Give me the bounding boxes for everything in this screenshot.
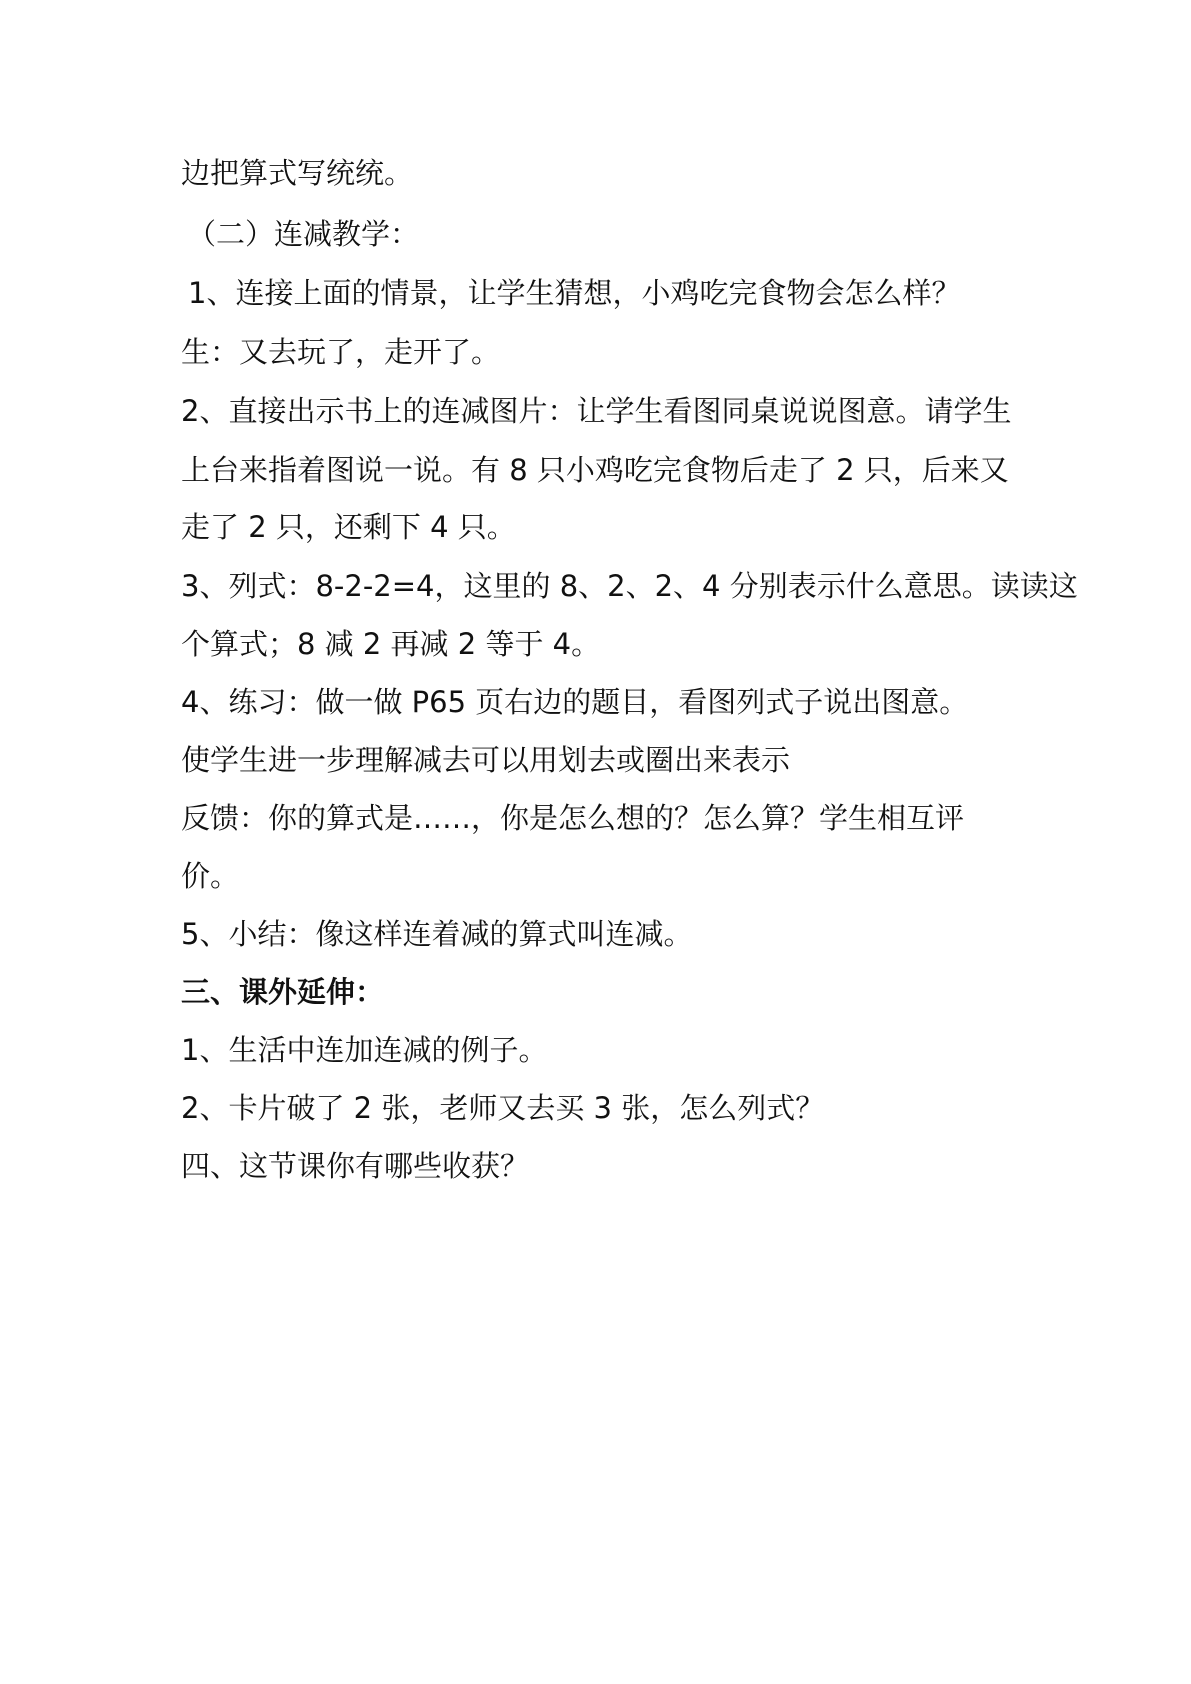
section-heading-reflection: 四、这节课你有哪些收获？ [181,1149,530,1183]
text-line-14: 5、小结：像这样连着减的算式叫连减。 [181,917,693,951]
text-line-5: 2、直接出示书上的连减图片：让学生看图同桌说说图意。请学生 [181,394,1012,428]
text-line-13: 价。 [181,859,240,893]
text-line-16: 1、生活中连加连减的例子。 [181,1033,548,1067]
section-heading-extension: 三、课外延伸： [181,975,385,1009]
text-line-6: 上台来指着图说一说。有 8 只小鸡吃完食物后走了 2 只，后来又 [181,453,1009,487]
text-line-11: 使学生进一步理解减去可以用划去或圈出来表示 [181,743,791,777]
text-line-1: 边把算式写统统。 [181,156,414,190]
text-line-12: 反馈：你的算式是……，你是怎么想的？怎么算？学生相互评 [181,801,965,835]
text-line-7: 走了 2 只，还剩下 4 只。 [181,510,516,544]
section-heading-subtraction: （二）连减教学： [187,217,420,251]
text-line-8: 3、列式：8-2-2=4，这里的 8、2、2、4 分别表示什么意思。读读这 [181,569,1078,603]
text-line-10: 4、练习：做一做 P65 页右边的题目，看图列式子说出图意。 [181,685,969,719]
text-line-17: 2、卡片破了 2 张，老师又去买 3 张，怎么列式？ [181,1091,825,1125]
text-line-3: 1、连接上面的情景，让学生猜想，小鸡吃完食物会怎么样？ [188,276,961,310]
text-line-9: 个算式；8 减 2 再减 2 等于 4。 [181,627,601,661]
text-line-4: 生：又去玩了，走开了。 [181,335,501,369]
